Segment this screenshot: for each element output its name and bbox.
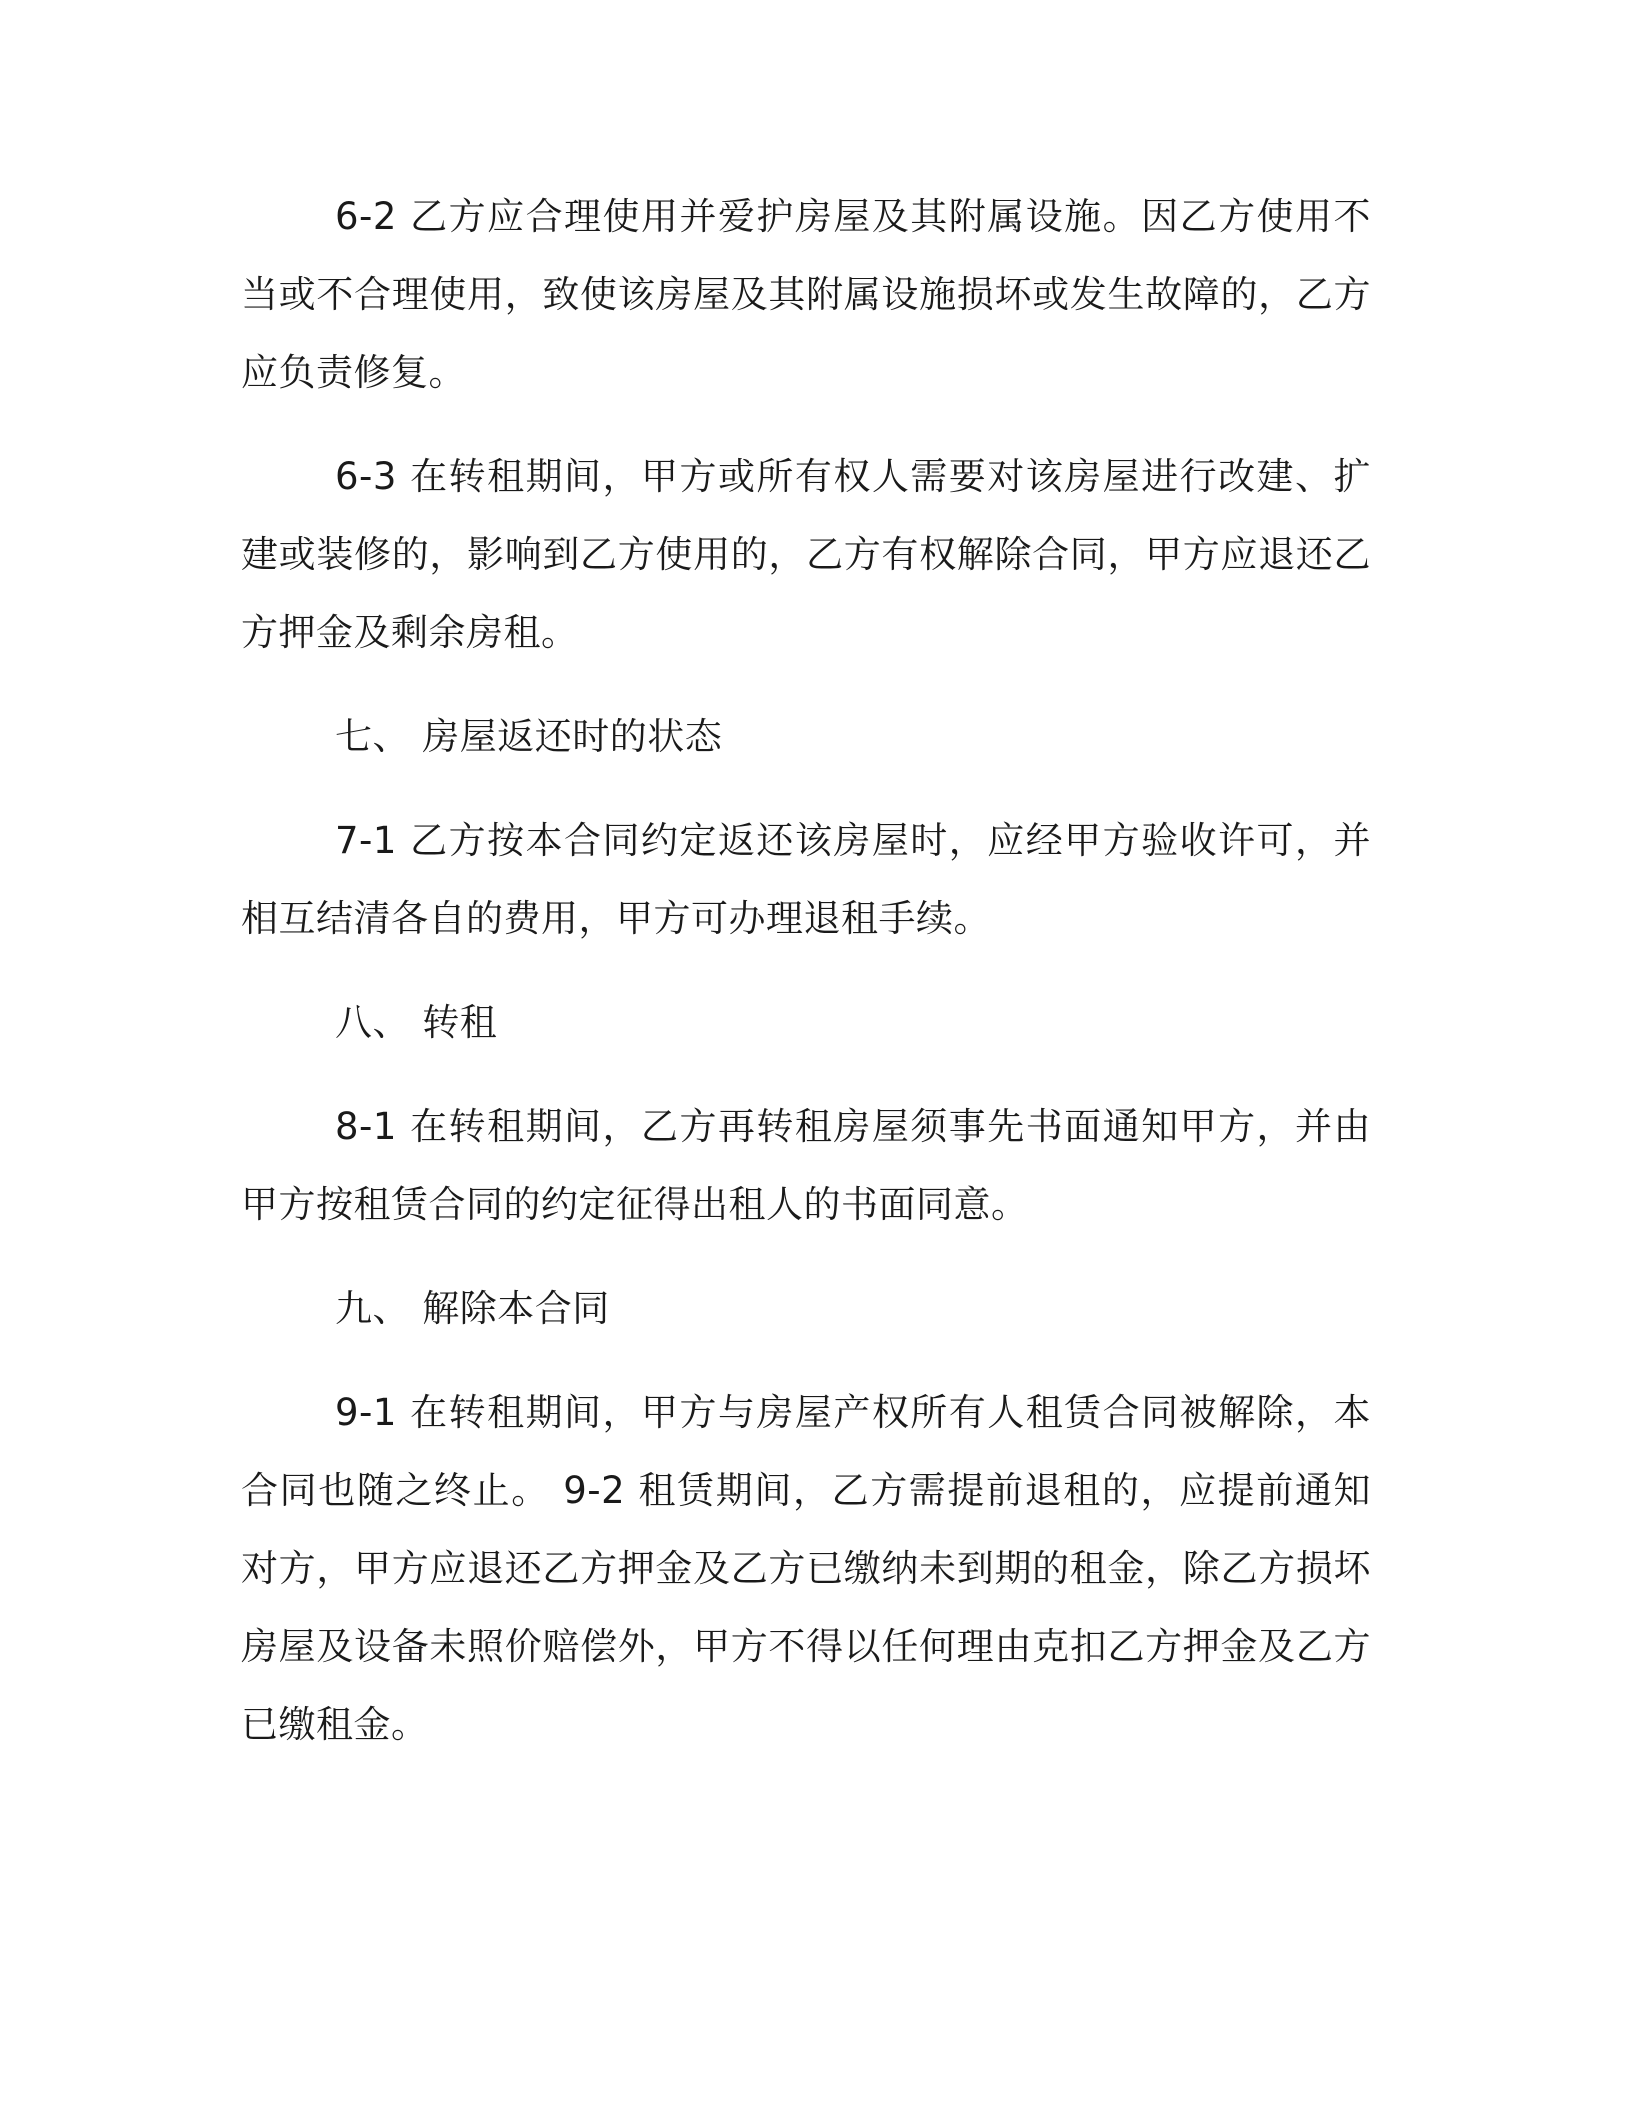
clause-6-2: 6-2 乙方应合理使用并爱护房屋及其附属设施。因乙方使用不当或不合理使用，致使该房屋及其附属设施损坏或发生故障的，乙方应负责修复。 [241, 195, 1371, 394]
section-heading-8: 八、 转租 [335, 1001, 498, 1044]
document-body [241, 178, 1371, 1790]
clause-8-1: 8-1 在转租期间，乙方再转租房屋须事先书面通知甲方，并由甲方按租赁合同的约定征得出租人的书面同意。 [241, 1105, 1371, 1226]
section-heading-7: 七、 房屋返还时的状态 [335, 715, 723, 758]
section-heading-9: 九、 解除本合同 [335, 1287, 610, 1330]
clause-9-1: 9-1 在转租期间，甲方与房屋产权所有人租赁合同被解除，本合同也随之终止。 9-2 租赁期间，乙方需提前退租的，应提前通知对方，甲方应退还乙方押金及乙方已缴纳未到期的租金，除乙方损坏房屋及设备未照价赔偿外，甲方不得以任何理由克扣乙方押金及乙方已缴租金。 [241, 1391, 1371, 1746]
clause-7-1: 7-1 乙方按本合同约定返还该房屋时，应经甲方验收许可，并相互结清各自的费用，甲方可办理退租手续。 [241, 819, 1371, 940]
clause-6-3: 6-3 在转租期间，甲方或所有权人需要对该房屋进行改建、扩建或装修的，影响到乙方使用的，乙方有权解除合同，甲方应退还乙方押金及剩余房租。 [241, 455, 1371, 654]
